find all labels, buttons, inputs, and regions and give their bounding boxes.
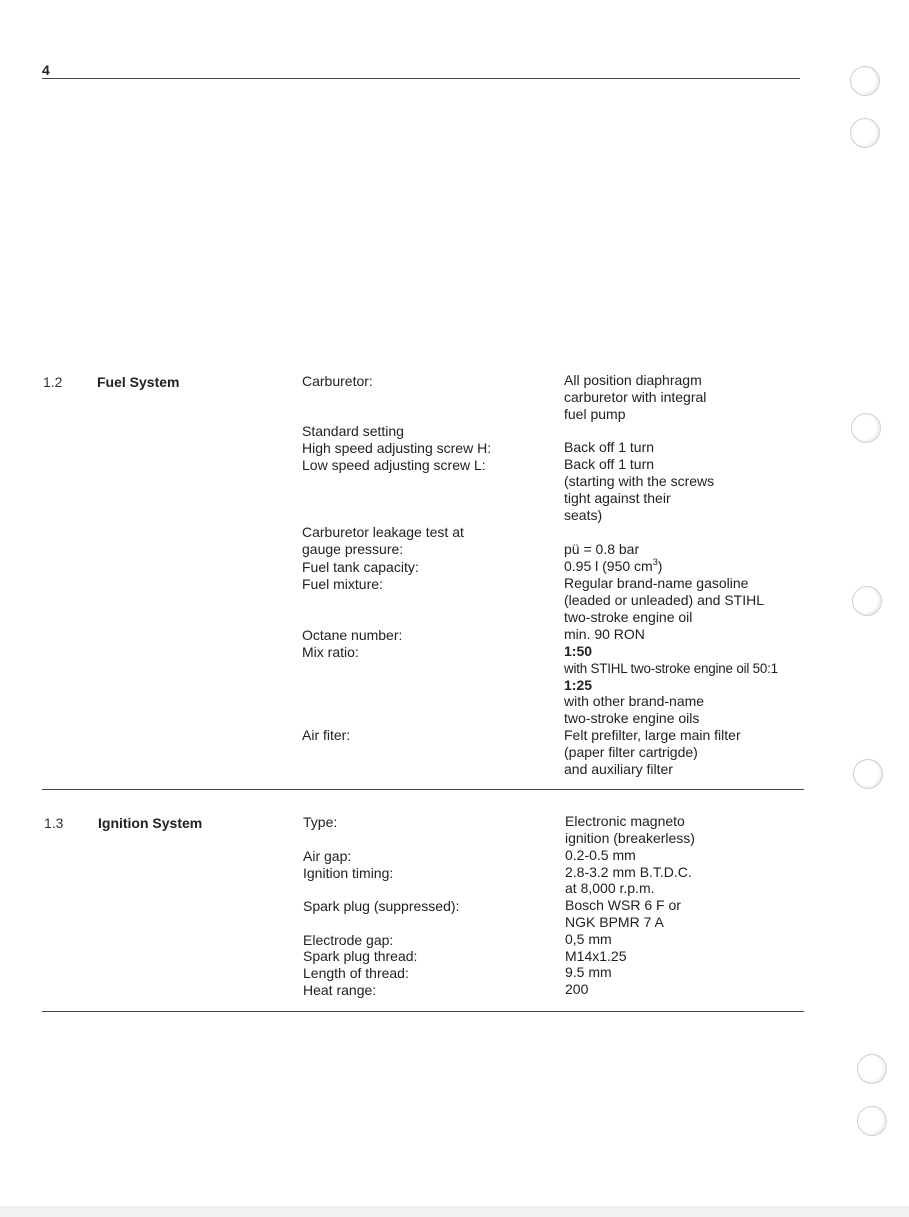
section-number: 1.2 [43,374,63,390]
air-gap-label: Air gap: [303,848,352,864]
octane-value: min. 90 RON [564,626,645,642]
octane-label: Octane number: [302,627,403,643]
fuel-mixture-value-line-2: (leaded or unleaded) and STIHL [564,592,765,608]
fuel-mixture-value-line-1: Regular brand-name gasoline [564,575,749,591]
carburetor-value-line-2: carburetor with integral [564,389,707,405]
carburetor-value-line-1: All position diaphragm [564,372,702,388]
section-title: Ignition System [98,815,203,831]
low-speed-value-line-4: seats) [564,507,603,523]
type-label: Type: [303,814,338,830]
section-divider [42,789,804,790]
air-gap-value: 0.2-0.5 mm [565,847,636,863]
ignition-timing-value-line-2: at 8,000 r.p.m. [565,880,655,896]
thread-length-value: 9.5 mm [565,964,612,980]
section-number: 1.3 [44,815,64,831]
leakage-label-line-2: gauge pressure: [302,541,404,557]
page-number: 4 [42,62,50,78]
standard-setting-label: Standard setting [302,423,404,439]
spark-plug-label: Spark plug (suppressed): [303,898,460,914]
low-speed-value-line-2: (starting with the screws [564,473,715,489]
tank-capacity-close: ) [657,558,663,574]
binder-hole-4 [852,586,882,616]
heat-range-value: 200 [565,981,589,997]
mix-ratio-label: Mix ratio: [302,644,359,660]
thread-length-label: Length of thread: [303,965,409,981]
electrode-gap-label: Electrode gap: [303,932,394,948]
leakage-value: pü = 0.8 bar [564,541,640,557]
spark-plug-thread-value: M14x1.25 [565,948,627,964]
section-title: Fuel System [97,374,180,390]
air-filter-value-line-3: and auxiliary filter [564,761,673,777]
low-speed-value-line-1: Back off 1 turn [564,456,655,472]
heat-range-label: Heat range: [303,982,377,998]
high-speed-label: High speed adjusting screw H: [302,440,492,456]
leakage-label-line-1: Carburetor leakage test at [302,524,464,540]
type-value-line-1: Electronic magneto [565,813,685,829]
spark-plug-thread-label: Spark plug thread: [303,948,418,964]
type-value-line-2: ignition (breakerless) [565,830,695,846]
fuel-mixture-label: Fuel mixture: [302,576,383,592]
binder-hole-3 [851,413,881,443]
binder-hole-1 [850,66,880,96]
spark-plug-value-line-1: Bosch WSR 6 F or [565,897,681,913]
high-speed-value: Back off 1 turn [564,439,655,455]
binder-hole-7 [857,1106,887,1136]
spark-plug-value-line-2: NGK BPMR 7 A [565,914,664,930]
mix-ratio-1-description: with STIHL two-stroke engine oil 50:1 [564,661,778,676]
scan-edge [0,1206,909,1217]
ignition-timing-label: Ignition timing: [303,865,394,881]
low-speed-label: Low speed adjusting screw L: [302,457,486,473]
mix-ratio-2: 1:25 [564,677,593,693]
ignition-timing-value-line-1: 2.8-3.2 mm B.T.D.C. [565,864,692,880]
carburetor-value-line-3: fuel pump [564,406,626,422]
mix-ratio-2-description-line-2: two-stroke engine oils [564,710,700,726]
binder-hole-5 [853,759,883,789]
binder-hole-2 [850,118,880,148]
mix-ratio-2-description-line-1: with other brand-name [564,693,705,709]
header-rule [42,78,800,79]
section-divider-bottom [42,1011,804,1012]
air-filter-value-line-1: Felt prefilter, large main filter [564,727,741,743]
tank-capacity-value [564,558,662,575]
tank-capacity-label: Fuel tank capacity: [302,559,419,575]
air-filter-label: Air fiter: [302,727,351,743]
tank-capacity-text: 0.95 l (950 cm [564,558,653,574]
electrode-gap-value: 0,5 mm [565,931,612,947]
low-speed-value-line-3: tight against their [564,490,671,506]
binder-hole-6 [857,1054,887,1084]
air-filter-value-line-2: (paper filter cartrigde) [564,744,698,760]
carburetor-label: Carburetor: [302,373,373,389]
fuel-mixture-value-line-3: two-stroke engine oil [564,609,693,625]
tank-capacity-superscript: 3 [652,557,658,567]
mix-ratio-1: 1:50 [564,643,593,659]
